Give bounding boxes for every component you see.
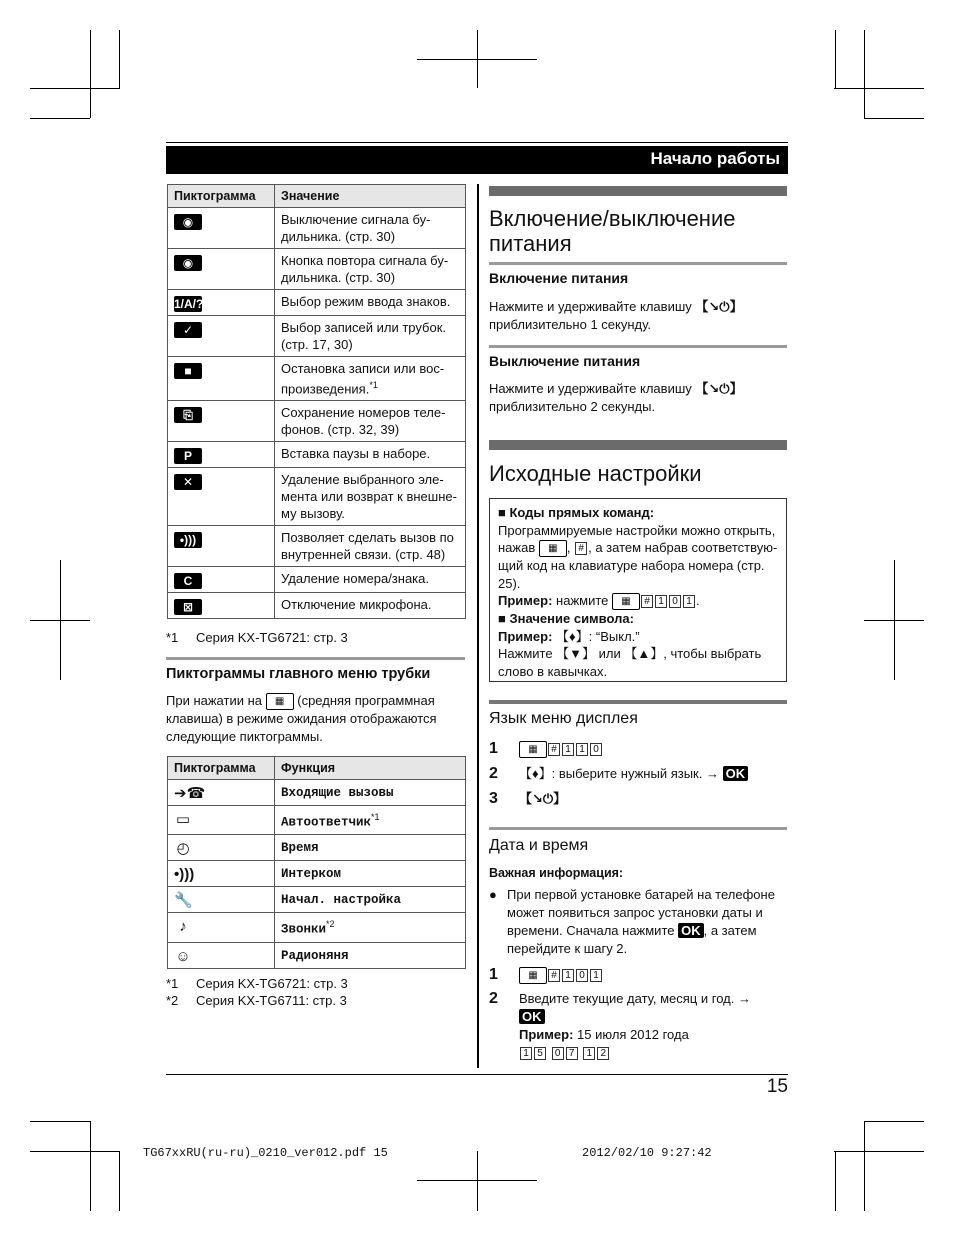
cell-text: Выключение сигнала бу-дильника. (стр. 30) xyxy=(281,212,431,244)
section-header-title: Начало работы xyxy=(650,149,780,168)
incoming-calls-icon: ➔☎ xyxy=(174,785,206,802)
table-row xyxy=(168,316,466,357)
footnote-ref: *2 xyxy=(326,919,335,930)
page-number: 15 xyxy=(766,1076,788,1097)
cell-text: Интерком xyxy=(281,867,342,882)
footnote: *1 Серия KX-TG6721: стр. 3 xyxy=(166,630,348,645)
power-heading: Включение/выключение питания xyxy=(489,206,736,256)
power-on-heading: Включение питания xyxy=(489,270,629,286)
cell-text: Автоответчик xyxy=(281,815,372,830)
table-header-meaning: Значение xyxy=(275,185,466,208)
section-rule xyxy=(489,345,787,348)
table-row xyxy=(168,780,466,806)
menu-key-icon: ▦ xyxy=(612,593,640,610)
cell-text: Сохранение номеров теле-фонов. (стр. 32, 39) xyxy=(281,405,446,438)
cell-text: Выбор записей или трубок. (стр. 17, 30) xyxy=(281,320,447,352)
cell-text: Удаление выбранного эле-мента или возврат к внешне-му вызову. xyxy=(281,472,457,522)
datetime-step-2: 2 Введите текущие дату, месяц и год. → OK Пример: 15 июля 2012 года 1 5 0 7 1 2 xyxy=(489,990,751,1060)
footer-file: TG67xxRU(ru-ru)_0210_ver012.pdf 15 xyxy=(143,1146,388,1160)
music-note-icon: ♪ xyxy=(179,918,187,936)
hash-key: # xyxy=(575,542,587,555)
cell-text: Отключение микрофона. xyxy=(281,597,432,613)
icon-meaning-table xyxy=(167,184,466,619)
menu-icons-heading: Пиктограммы главного меню трубки xyxy=(166,666,431,682)
power-on-text: Нажмите и удерживайте клавишу 【↘⏻】 приблизительно 1 секунду. xyxy=(489,299,743,332)
table-row xyxy=(168,249,466,290)
table-row xyxy=(168,835,466,861)
pause-icon: P xyxy=(174,448,202,464)
footnote-ref: *1 xyxy=(371,812,380,822)
snooze-icon: ◉ xyxy=(174,255,202,271)
section-rule xyxy=(489,827,787,830)
column-divider xyxy=(477,184,479,1068)
important-label: Важная информация: xyxy=(489,866,624,880)
footnote: *1 Серия KX-TG6721: стр. 3 xyxy=(166,976,348,991)
datetime-step-1: 1 ▦ # 1 0 1 xyxy=(489,966,787,984)
cell-text: Позволяет сделать вызов по внутренней связи. (стр. 48) xyxy=(281,530,454,563)
table-row xyxy=(168,442,466,468)
menu-key-icon: ▦ xyxy=(539,540,567,557)
section-rule xyxy=(166,657,465,660)
table-row xyxy=(168,526,466,567)
cell-text: Кнопка повтора сигнала бу-дильника. (стр. 30) xyxy=(281,253,449,285)
menu-icon-table xyxy=(167,756,466,969)
baby-monitor-icon: ☺ xyxy=(175,947,191,965)
table-row xyxy=(168,887,466,913)
cell-text: Радионяня xyxy=(281,948,349,963)
power-key-icon: 【↘⏻】 xyxy=(519,791,567,806)
initial-settings-heading: Исходные настройки xyxy=(489,461,702,486)
direct-commands-box: ■ Коды прямых команд: Программируемые настройки можно открыть, нажав ▦ , # , а затем набрав соответствую-щий код на клавиатуре набора номера (стр. 25). Пример: нажмите ▦ # 1 0 1 . ■ Значение символа: Пример: 【♦】: “Выкл.” Нажмите 【▼】 или 【▲】, чтобы выбрать слово в кавычках. xyxy=(489,498,787,682)
power-off-text: Нажмите и удерживайте клавишу 【↘⏻】 приблизительно 2 секунды. xyxy=(489,381,743,414)
datetime-heading: Дата и время xyxy=(489,837,589,854)
cell-text: Удаление номера/знака. xyxy=(281,571,429,587)
cell-text: Время xyxy=(281,841,319,856)
ok-key: OK xyxy=(519,1009,545,1024)
language-heading: Язык меню дисплея xyxy=(489,710,638,727)
table-row xyxy=(168,942,466,968)
table-row xyxy=(168,468,466,526)
alarm-off-icon: ◉ xyxy=(174,214,202,230)
table-header-function: Функция xyxy=(275,757,466,780)
cell-text: Вставка паузы в наборе. xyxy=(281,446,431,462)
footnote-ref: *1 xyxy=(369,380,378,390)
table-header-icon: Пиктограмма xyxy=(168,757,275,780)
footnote: *2 Серия KX-TG6711: стр. 3 xyxy=(166,993,347,1008)
cell-text: Входящие вызовы xyxy=(281,786,394,800)
table-row xyxy=(168,806,466,835)
clock-icon: ◴ xyxy=(176,840,190,858)
language-step-2: 2 【♦】: выберите нужный язык. → OK xyxy=(489,765,787,783)
footer-datetime: 2012/02/10 9:27:42 xyxy=(582,1146,712,1160)
input-mode-icon: 1/A/? xyxy=(174,297,204,311)
delete-icon: ✕ xyxy=(174,474,202,490)
power-off-heading: Выключение питания xyxy=(489,353,641,369)
menu-key-icon: ▦ xyxy=(266,693,294,710)
table-row xyxy=(168,593,466,619)
save-icon: ⎘ xyxy=(174,407,202,423)
wrench-icon: 🔧 xyxy=(174,892,193,910)
ok-key: OK xyxy=(678,923,704,938)
table-row xyxy=(168,290,466,316)
table-row xyxy=(168,401,466,442)
menu-key-icon: ▦ xyxy=(519,967,547,984)
language-step-1: 1 ▦ # 1 1 0 xyxy=(489,740,787,758)
stop-icon: ■ xyxy=(174,363,202,379)
header-rule xyxy=(166,142,788,143)
section-bar xyxy=(489,186,787,196)
intercom-icon: •))) xyxy=(174,532,202,548)
table-header-icon: Пиктограмма xyxy=(168,185,275,208)
mute-icon: ⊠ xyxy=(174,599,202,615)
cell-text: Звонки xyxy=(281,922,327,937)
section-rule xyxy=(489,262,787,265)
cell-text: Выбор режим ввода знаков. xyxy=(281,294,451,309)
answering-machine-icon: ▭ xyxy=(175,811,191,828)
table-row xyxy=(168,567,466,593)
datetime-note: ● При первой установке батарей на телефоне может появиться запрос установки даты и времени. Сначала нажмите OK , а затем перейдите к шагу 2. xyxy=(489,887,775,956)
table-row xyxy=(168,861,466,887)
power-key-icon: 【↘⏻】 xyxy=(695,299,743,314)
language-step-3: 3 【↘⏻】 xyxy=(489,790,567,807)
table-row xyxy=(168,208,466,249)
ok-key: OK xyxy=(723,766,749,781)
section-rule xyxy=(489,700,787,704)
section-header xyxy=(166,146,788,174)
menu-key-icon: ▦ xyxy=(519,741,547,758)
power-key-icon: 【↘⏻】 xyxy=(695,381,743,396)
table-row xyxy=(168,357,466,401)
bottom-rule xyxy=(166,1074,788,1075)
cell-text: Начал. настройка xyxy=(281,893,402,908)
check-icon: ✓ xyxy=(174,322,202,338)
menu-icons-intro: При нажатии на ▦ (средняя программная клавиша) в режиме ожидания отображаются следующие пиктограммы. xyxy=(166,693,437,745)
clear-icon: C xyxy=(174,573,202,589)
table-row xyxy=(168,913,466,942)
cell-text: Остановка записи или вос-произведения. xyxy=(281,361,445,397)
section-bar xyxy=(489,440,787,450)
intercom-icon: •))) xyxy=(174,866,195,884)
